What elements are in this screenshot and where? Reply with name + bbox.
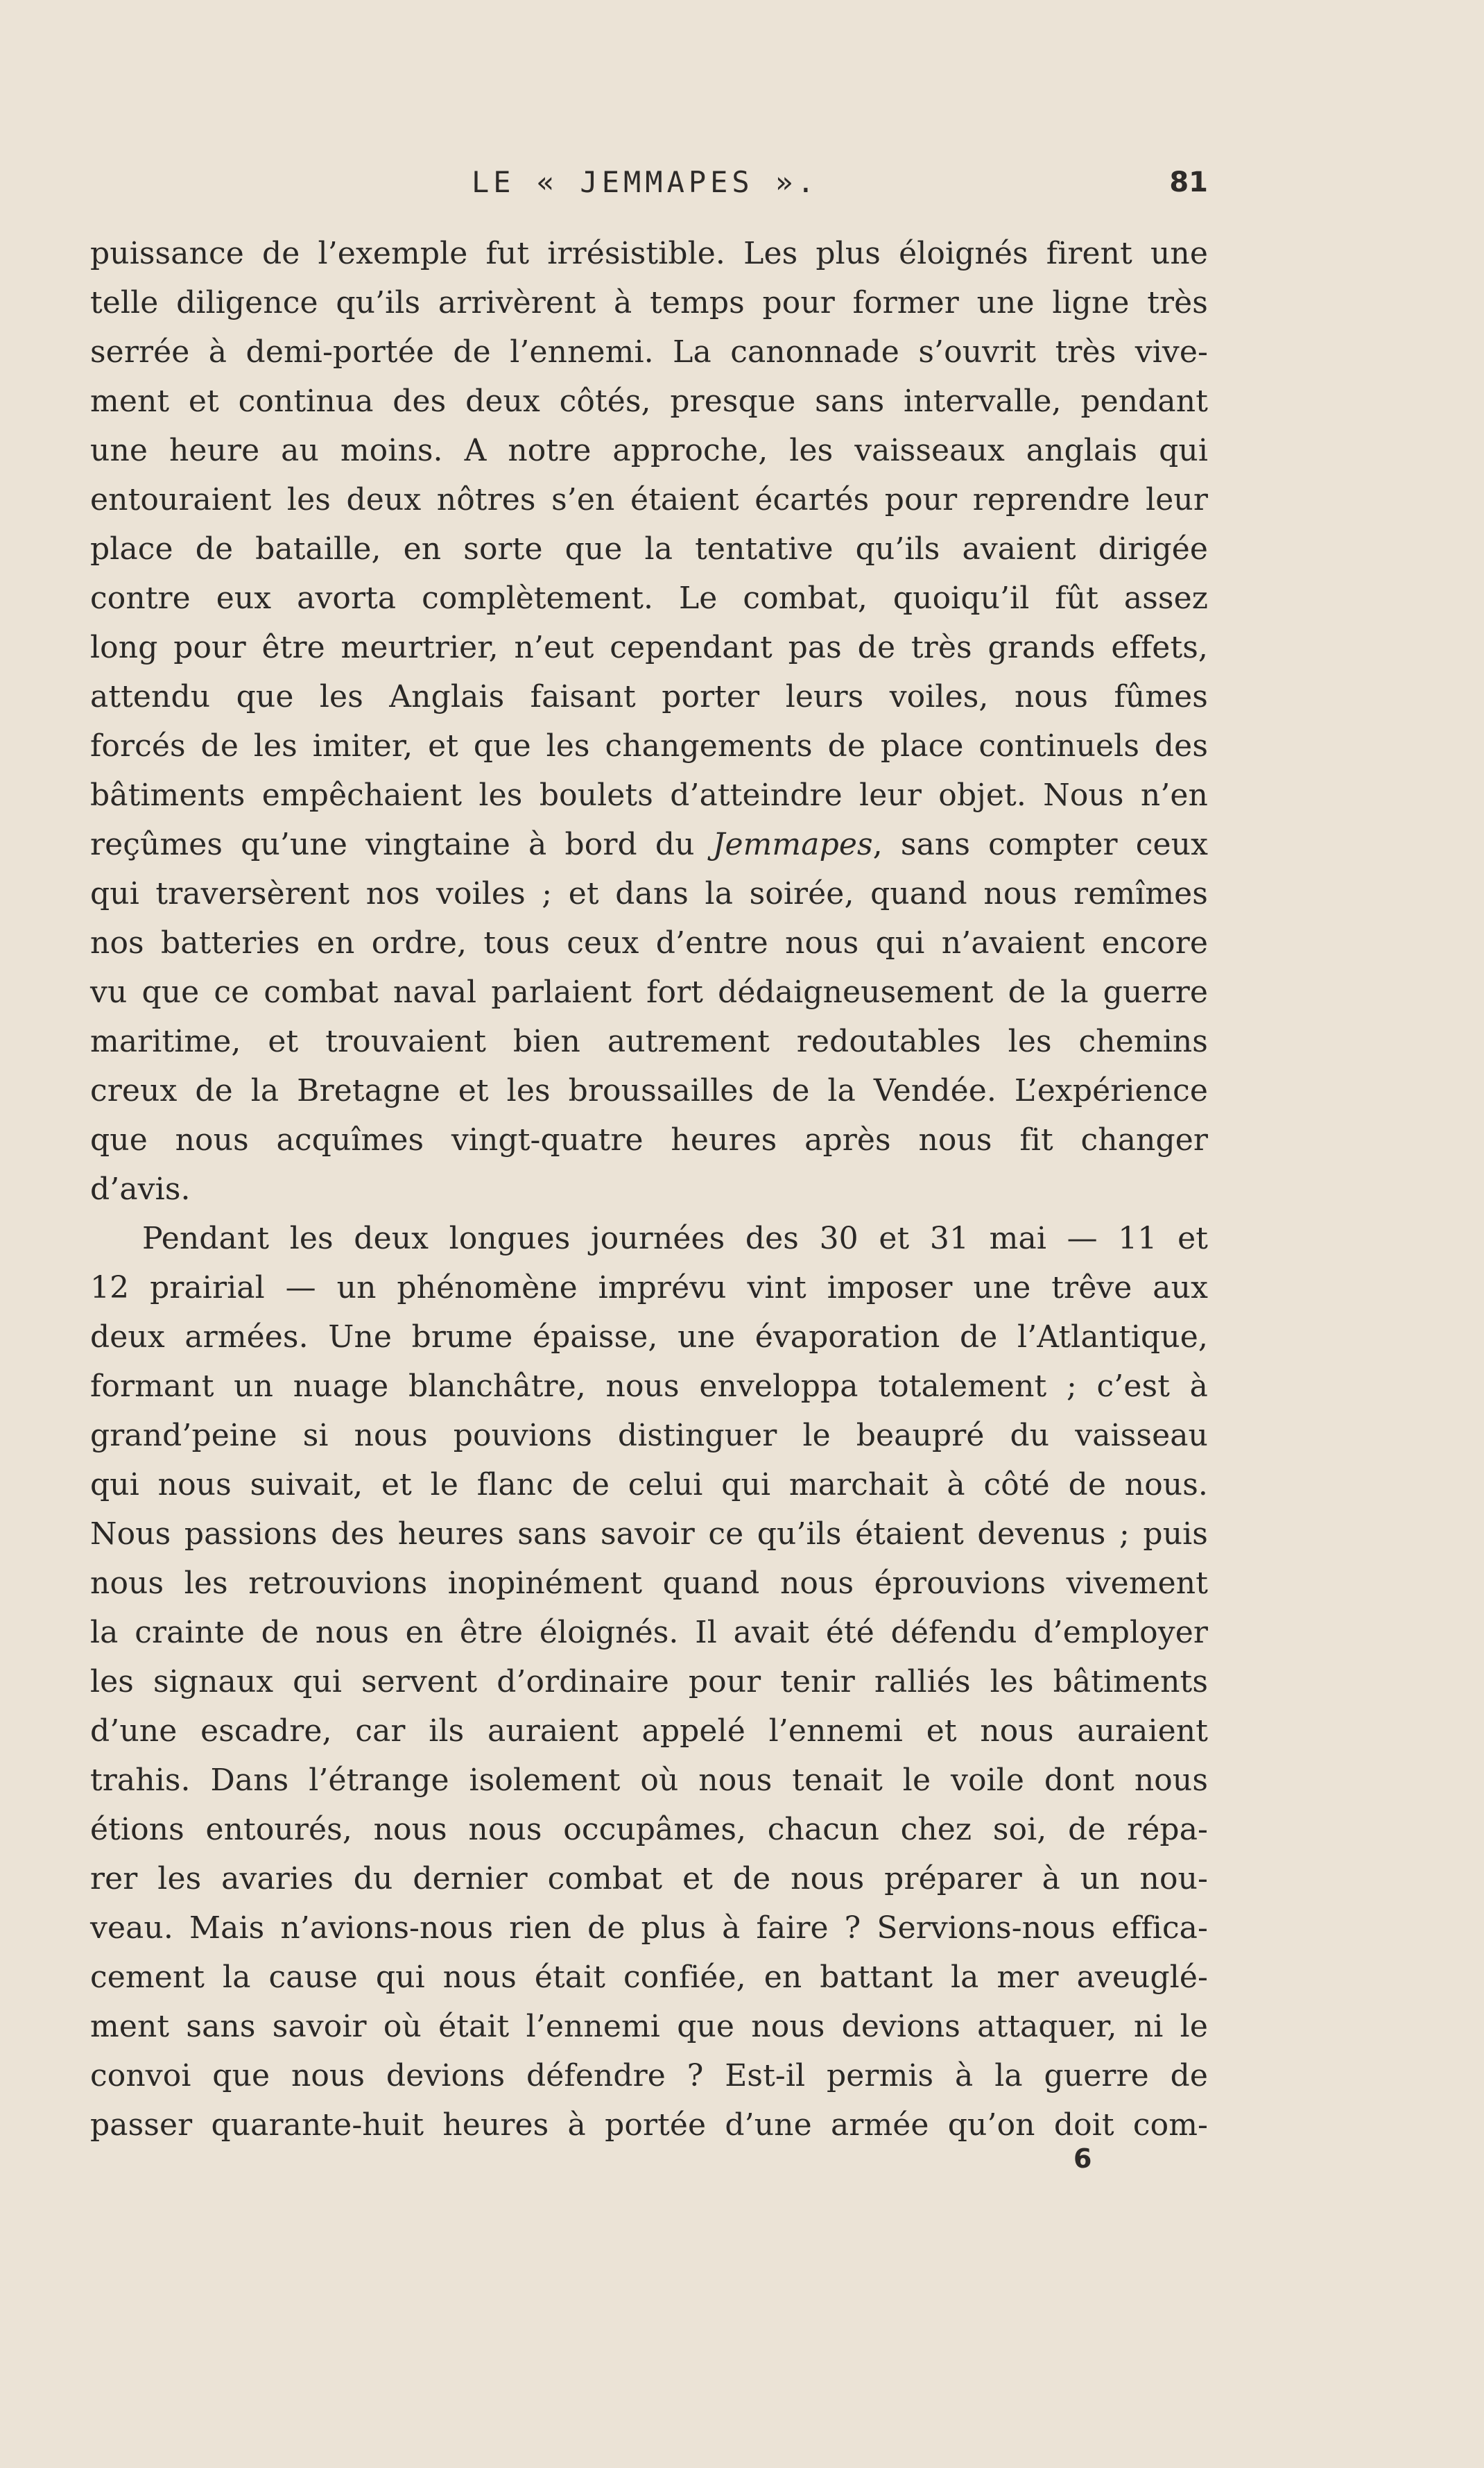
page-number: 81 xyxy=(1169,166,1208,198)
text-line: étions entourés, nous nous occupâmes, chacun chez soi, de répa- xyxy=(90,1812,1208,1847)
page-header xyxy=(90,158,1208,207)
text-line: place de bataille, en sorte que la tentative qu’ils avaient dirigée xyxy=(90,531,1208,567)
signature-mark: 6 xyxy=(1073,2143,1092,2174)
text-line: nous les retrouvions inopinément quand nous éprouvions vivement xyxy=(90,1566,1208,1601)
text-line: veau. Mais n’avions-nous rien de plus à faire ? Servions-nous effica- xyxy=(90,1910,1208,1946)
text-line: contre eux avorta complètement. Le combat, quoiqu’il fût assez xyxy=(90,581,1208,616)
text-line: 12 prairial — un phénomène imprévu vint imposer une trêve aux xyxy=(90,1270,1208,1305)
text-line: serrée à demi-portée de l’ennemi. La canonnade s’ouvrit très vive- xyxy=(90,334,1208,370)
text-line: ment sans savoir où était l’ennemi que nous devions attaquer, ni le xyxy=(90,2009,1208,2044)
text-line: nos batteries en ordre, tous ceux d’entre nous qui n’avaient encore xyxy=(90,925,1208,961)
text-line: formant un nuage blanchâtre, nous enveloppa totalement ; c’est à xyxy=(90,1369,1208,1404)
text-line: creux de la Bretagne et les broussailles de la Vendée. L’expérience xyxy=(90,1073,1208,1108)
text-line: qui traversèrent nos voiles ; et dans la soirée, quand nous remîmes xyxy=(90,876,1208,911)
text-line: maritime, et trouvaient bien autrement redoutables les chemins xyxy=(90,1024,1208,1059)
text-line: une heure au moins. A notre approche, les vaisseaux anglais qui xyxy=(90,433,1208,468)
text-line: la crainte de nous en être éloignés. Il avait été défendu d’employer xyxy=(90,1615,1208,1650)
text-line: cement la cause qui nous était confiée, en battant la mer aveuglé- xyxy=(90,1960,1208,1995)
text-line: entouraient les deux nôtres s’en étaient écartés pour reprendre leur xyxy=(90,482,1208,517)
text-line: forcés de les imiter, et que les changements de place continuels des xyxy=(90,728,1208,764)
text-line: attendu que les Anglais faisant porter leurs voiles, nous fûmes xyxy=(90,679,1208,714)
text-line: ment et continua des deux côtés, presque sans intervalle, pendant xyxy=(90,384,1208,419)
text-line: trahis. Dans l’étrange isolement où nous tenait le voile dont nous xyxy=(90,1763,1208,1798)
text-line: les signaux qui servent d’ordinaire pour tenir ralliés les bâtiments xyxy=(90,1664,1208,1699)
text-line: grand’peine si nous pouvions distinguer le beaupré du vaisseau xyxy=(90,1418,1208,1453)
text-line: que nous acquîmes vingt-quatre heures après nous fit changer xyxy=(90,1122,1208,1158)
running-title: LE « JEMMAPES ». xyxy=(472,165,819,199)
text-line: Nous passions des heures sans savoir ce qu’ils étaient devenus ; puis xyxy=(90,1516,1208,1552)
body-text xyxy=(90,229,1208,2150)
text-line: puissance de l’exemple fut irrésistible. Les plus éloignés firent une xyxy=(90,236,1208,271)
text-line: vu que ce combat naval parlaient fort dédaigneusement de la guerre xyxy=(90,975,1208,1010)
text-line: reçûmes qu’une vingtaine à bord du Jemmapes, sans compter ceux xyxy=(90,827,1209,862)
text-line: deux armées. Une brume épaisse, une évaporation de l’Atlantique, xyxy=(90,1319,1208,1355)
text-line: d’avis. xyxy=(90,1172,191,1207)
text-line: long pour être meurtrier, n’eut cependant pas de très grands effets, xyxy=(90,630,1208,665)
text-line: d’une escadre, car ils auraient appelé l’ennemi et nous auraient xyxy=(90,1713,1208,1749)
ship-name: Jemmapes xyxy=(712,827,873,862)
text-line: passer quarante-huit heures à portée d’une armée qu’on doit com- xyxy=(90,2107,1208,2143)
text-line: convoi que nous devions défendre ? Est-il permis à la guerre de xyxy=(90,2058,1208,2093)
text-line: telle diligence qu’ils arrivèrent à temps pour former une ligne très xyxy=(90,285,1208,320)
text-line: rer les avaries du dernier combat et de nous préparer à un nou- xyxy=(90,1861,1208,1896)
text-line: qui nous suivait, et le flanc de celui qui marchait à côté de nous. xyxy=(90,1467,1208,1502)
text-line: Pendant les deux longues journées des 30 et 31 mai — 11 et xyxy=(142,1221,1208,1256)
text-line: bâtiments empêchaient les boulets d’atteindre leur objet. Nous n’en xyxy=(90,778,1208,813)
